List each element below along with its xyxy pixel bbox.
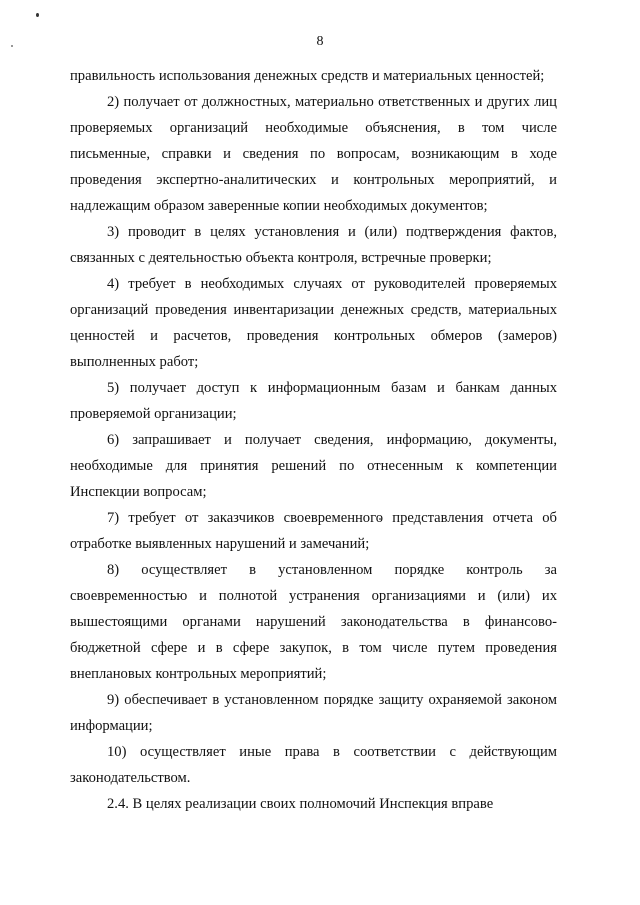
paragraph: 3) проводит в целях установления и (или) подтверждения фактов, связанных с деятельностью объекта контроля, встречные проверки;: [70, 224, 557, 266]
paragraph: 10) осуществляет иные права в соответствии с действующим законодательством.: [70, 744, 557, 786]
paragraph: 5) получает доступ к информационным базам и банкам данных проверяемой организации;: [70, 380, 557, 422]
paragraph: 4) требует в необходимых случаях от руководителей проверяемых организаций проведения инвентаризации денежных средств, материальных ценностей и расчетов, проведения контрольных обмеров (замеров) выполненных работ;: [70, 276, 557, 370]
paragraph: правильность использования денежных средств и материальных ценностей;: [70, 68, 545, 84]
scan-speck: [36, 13, 39, 17]
page-number: 8: [316, 34, 324, 49]
paragraph: 2.4. В целях реализации своих полномочий Инспекция вправе: [107, 796, 494, 812]
paragraph: 9) обеспечивает в установленном порядке защиту охраняемой законом информации;: [70, 692, 557, 734]
paragraph: 7) требует от заказчиков своевременного представления отчета об отработке выявленных нарушений и замечаний;: [70, 510, 557, 552]
paragraph: 8) осуществляет в установленном порядке контроль за своевременностью и полнотой устранения организациями и (или) их вышестоящими органами нарушений законодательства в финансово-бюджетной сфере и в сфере закупок, в том числе путем проведения внеплановых контрольных мероприятий;: [70, 562, 557, 682]
document-body: [70, 63, 557, 817]
paragraph: 6) запрашивает и получает сведения, информацию, документы, необходимые для принятия решений по отнесенным к компетенции Инспекции вопросам;: [70, 432, 557, 500]
paragraph: 2) получает от должностных, материально ответственных и других лиц проверяемых организаций необходимые объяснения, в том числе письменные, справки и сведения по вопросам, возникающим в ходе проведения экспертно-аналитических и контрольных мероприятий, и надлежащим образом заверенные копии необходимых документов;: [70, 94, 557, 214]
